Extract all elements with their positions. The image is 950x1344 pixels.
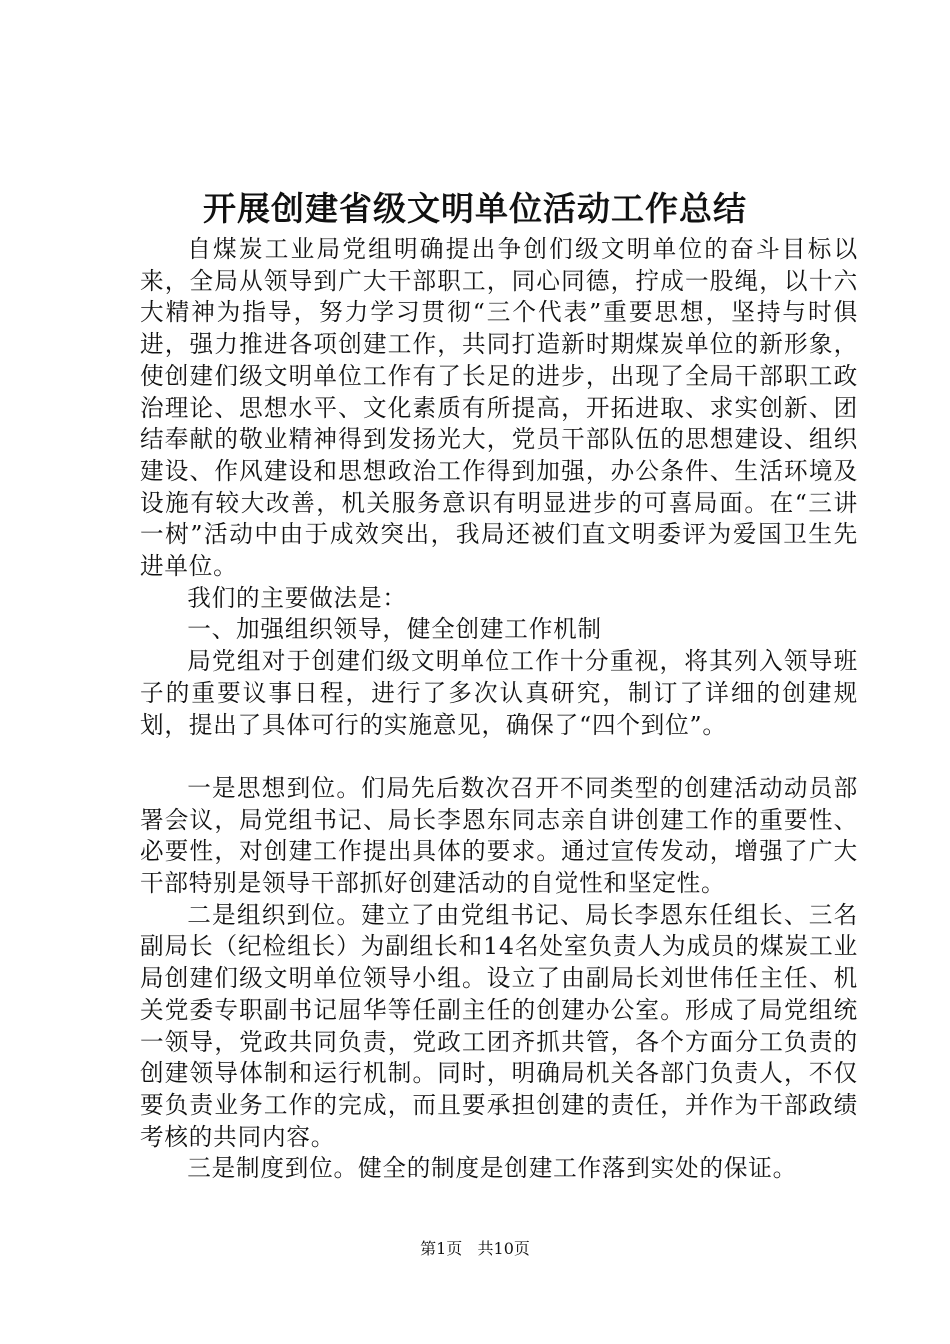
section-heading-1: 一、加强组织领导，健全创建工作机制	[187, 615, 602, 644]
paragraph-main-methods: 我们的主要做法是：	[187, 583, 407, 612]
document-title: 开展创建省级文明单位活动工作总结	[203, 189, 747, 228]
page-separator	[467, 1239, 472, 1258]
page-total: 共10页	[477, 1239, 530, 1258]
document-body	[140, 234, 858, 1185]
paragraph-intro: 自煤炭工业局党组明确提出争创们级文明单位的奋斗目标以来，全局从领导到广大干部职工，同心同德，拧成一股绳，以十六大精神为指导，努力学习贯彻“三个代表”重要思想，坚持与时俱进，强力推进各项创建工作，共同打造新时期煤炭单位的新形象，使创建们级文明单位工作有了长足的进步，出现了全局干部职工政治理论、思想水平、文化素质有所提高，开拓进取、求实创新、团结奉献的敬业精神得到发扬光大，党员干部队伍的思想建设、组织建设、作风建设和思想政治工作得到加强，办公条件、生活环境及设施有较大改善，机关服务意识有明显进步的可喜局面。在“三讲一树”活动中由于成效突出，我局还被们直文明委评为爱国卫生先进单位。	[140, 235, 858, 581]
paragraph-thought-in-place: 一是思想到位。们局先后数次召开不同类型的创建活动动员部署会议，局党组书记、局长李恩东同志亲自讲创建工作的重要性、必要性，对创建工作提出具体的要求。通过宣传发动，增强了广大干部特别是领导干部抓好创建活动的自觉性和坚定性。	[140, 773, 858, 898]
paragraph-system-in-place: 三是制度到位。健全的制度是创建工作落到实处的保证。	[187, 1154, 798, 1183]
page-footer	[0, 1238, 950, 1260]
paragraph-leadership: 局党组对于创建们级文明单位工作十分重视，将其列入领导班子的重要议事日程，进行了多次认真研究，制订了详细的创建规划，提出了具体可行的实施意见，确保了“四个到位”。	[140, 647, 858, 739]
paragraph-organization-in-place: 二是组织到位。建立了由党组书记、局长李恩东任组长、三名副局长（纪检组长）为副组长和14名处室负责人为成员的煤炭工业局创建们级文明单位领导小组。设立了由副局长刘世伟任主任、机关党委专职副书记屈华等任副主任的创建办公室。形成了局党组统一领导，党政共同负责，党政工团齐抓共管，各个方面分工负责的创建领导体制和运行机制。同时，明确局机关各部门负责人，不仅要负责业务工作的完成，而且要承担创建的责任，并作为干部政绩考核的共同内容。	[140, 900, 858, 1151]
page-number: 第1页	[420, 1239, 463, 1258]
